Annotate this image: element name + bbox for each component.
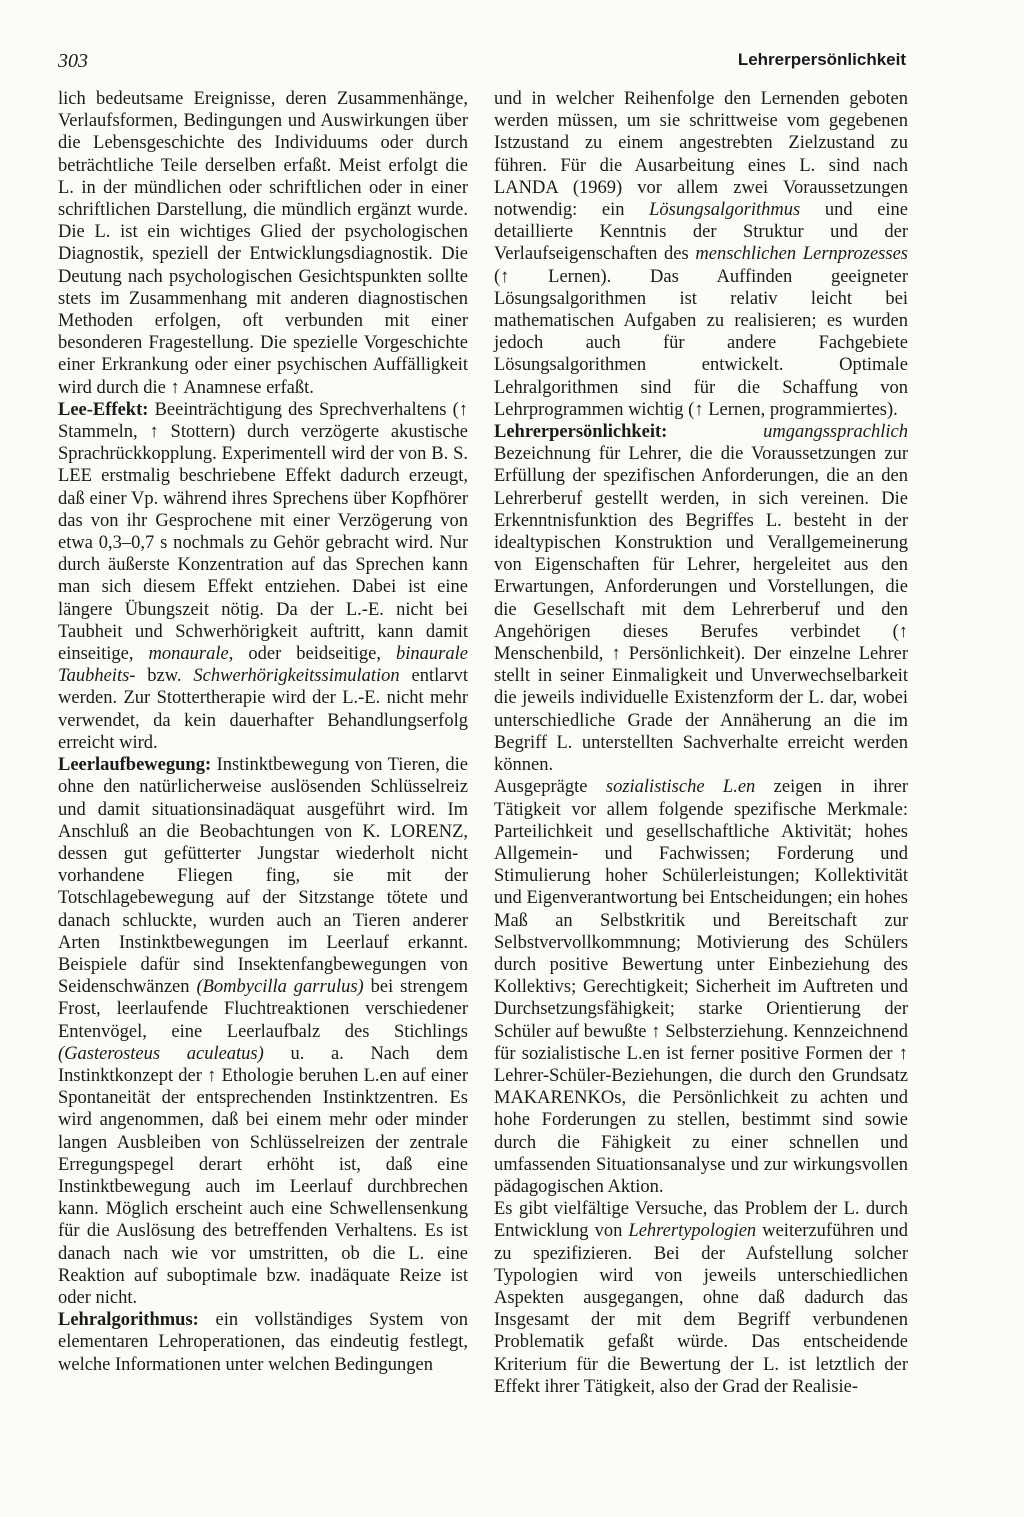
- lemma-lee-effekt: Lee-Effekt:: [58, 399, 149, 420]
- paragraph-text: und eine detaillierte Kenntnis der Struktur und der Verlaufseigenschaften des: [494, 200, 908, 265]
- page-header: [58, 50, 906, 80]
- italic-term: (Bombycilla garrulus): [196, 977, 364, 998]
- entry-text: Instinktbewegung von Tieren, die ohne den natürlicherweise auslösenden Schlüsselreiz und damit situationsinadäquat ausgeführt wird. Im Anschluß an die Beobachtungen von K. LORENZ, dessen gut gefütterter Jungstar wiederholt nicht vorhandene Fliegen fing, sie mit der Totschlagebewegung auf der Sitzstange tötete und danach schluckte, wurden auch an Tieren anderer Arten Instinktbewegungen im Leerlauf erkannt. Beispiele dafür sind Insektenfangbewegungen von Seidenschwänzen: [58, 755, 468, 998]
- paragraph-text: zeigen in ihrer Tätigkeit vor allem folgende spezifische Merkmale: Parteilichkeit und gesellschaftliche Aktivität; hohes Allgemein- und Fachwissen; Forderung und Stimulierung hoher Schülerleistungen; Kollektivität und Eigenverantwortung bei Entscheidungen; ein hohes Maß an Selbstkritik und Bereitschaft zur Selbstvervollkommnung; Motivierung des Schülers durch positive Bewertung unter Einbeziehung des Kollektivs; Gerechtigkeit; Sicherheit im Auftreten und Durchsetzungsfähigkeit; starke Orientierung der Schüler auf bewußte ↑ Selbsterziehung. Kennzeichnend für sozialistische L.en ist ferner positive Formen der ↑ Lehrer-Schüler-Beziehungen, die durch den Grundsatz MAKARENKOs, die Persönlichkeit zu achten und hohe Forderungen zu stellen, bestimmt sind sowie durch die Fähigkeit zu einer schnellen und umfassenden Situationsanalyse und zur wirkungsvollen pädagogischen Aktion.: [494, 777, 908, 1197]
- paragraph-text: und in welcher Reihenfolge den Lernenden geboten werden müssen, um sie schrittweise vom gegebenen Istzustand zu einem angestrebten Zielzustand zu führen. Für die Ausarbeitung eines L. sind nach LANDA (1969) vor allem zwei Voraussetzungen notwendig: ein: [494, 89, 908, 221]
- page-number: 303: [58, 50, 88, 72]
- running-head: Lehrerpersönlichkeit: [737, 50, 906, 69]
- italic-term: Lehrertypologien: [628, 1221, 757, 1242]
- entry-text: ein vollständiges System von elementaren Lehroperationen, das eindeutig festlegt, welche Informationen unter welchen Bedingungen: [58, 1310, 468, 1375]
- paragraph-continuation: [494, 88, 908, 421]
- italic-term: Lösungsalgorithmus: [649, 200, 801, 221]
- entry-text: entlarvt werden. Zur Stottertherapie wird der L.-E. nicht mehr verwendet, da kein dauerhafter Behandlungserfolg erreicht wird.: [58, 666, 468, 753]
- paragraph-text: lich bedeutsame Ereignisse, deren Zusammenhänge, Verlaufsformen, Bedingungen und Auswirkungen über die Lebensgeschichte des Individuums oder durch beträchtliche Teile derselben erfaßt. Meist erfolgt die L. in der mündlichen oder schriftlichen oder in einer schriftlichen Darstellung, die mündlich ergänzt wurde. Die L. ist ein wichtiges Glied der psychologischen Diagnostik, speziell der Entwicklungsdiagnostik. Die Deutung nach psychologischen Gesichtspunkten sollte stets im Zusammenhang mit anderen diagnostischen Methoden erfolgen, oft verbunden mit einer besonderen Fragestellung. Die spezielle Vorgeschichte einer Erkrankung oder einer psychischen Auffälligkeit wird durch die ↑ Anamnese erfaßt.: [58, 89, 468, 398]
- entry-text: Bezeichnung für Lehrer, die die Voraussetzungen zur Erfüllung der spezifischen Anforderungen, die an den Lehrerberuf gestellt werden, in sich vereinen. Die Erkenntnisfunktion des Begriffes L. besteht in der idealtypischen Konstruktion und Verallgemeinerung von Eigenschaften für Lehrer, hergeleitet aus den Erwartungen, Anforderungen und Vorstellungen, die die Gesellschaft mit dem Lehrerberuf und den Angehörigen dieses Berufes verbindet (↑ Menschenbild, ↑ Persönlichkeit). Der einzelne Lehrer stellt in seiner Einmaligkeit und Unverwechselbarkeit die jeweils individuelle Existenzform der L. dar, wobei unterschiedliche Grade der Annäherung an die im Begriff L. unterstellten Sachverhalte erreicht werden können.: [494, 444, 908, 776]
- paragraph: [494, 1198, 908, 1398]
- italic-term: sozialistische L.en: [605, 777, 756, 798]
- italic-term: menschlichen Lernprozesses: [695, 244, 908, 265]
- paragraph-text: (↑ Lernen). Das Auffinden geeigneter Lösungsalgorithmen ist relativ leicht bei mathematischen Aufgaben zu realisieren; es wurden jedoch auch für andere Fachgebiete Lösungsalgorithmen entwickelt. Optimale Lehralgorithmen sind für die Schaffung von Lehrprogrammen wichtig (↑ Lernen, programmiertes).: [494, 266, 908, 420]
- entry-text: bei strengem Frost, leerlaufende Fluchtreaktionen verschiedener Entenvögel, eine Leerlaufbalz des Stichlings: [58, 977, 468, 1042]
- right-column: [494, 88, 908, 1398]
- lemma-lehrerpersoenlichkeit: Lehrerpersönlichkeit:: [494, 422, 668, 443]
- entry-text: , oder beidseitige,: [228, 644, 397, 665]
- entry-leerlaufbewegung: [58, 754, 468, 1309]
- italic-term: Schwerhörigkeitssimulation: [193, 666, 400, 687]
- entry-lehralgorithmus: [58, 1309, 468, 1376]
- italic-term: umgangssprachlich: [667, 422, 908, 443]
- entry-text: u. a. Nach dem Instinktkonzept der ↑ Ethologie beruhen L.en auf einer Spontaneität der entsprechenden Instinktzentren. Es wird angenommen, daß bei einem mehr oder minder langen Ausbleiben von Schlüsselreizen der zentrale Erregungspegel derart erhöht ist, daß eine Instinktbewegung auch im Leerlauf durchbrechen kann. Möglich erscheint auch eine Schwellensenkung für die Auslösung des betreffenden Verhaltens. Es ist danach nach wie vor umstritten, ob die L. eine Reaktion auf suboptimale bzw. inadäquate Reize ist oder nicht.: [58, 1043, 468, 1308]
- paragraph-text: Es gibt vielfältige Versuche, das Problem der L. durch Entwicklung von: [494, 1199, 908, 1242]
- entry-lehrerpersoenlichkeit: [494, 421, 908, 776]
- entry-text: bzw.: [135, 666, 194, 687]
- paragraph-text: weiterzuführen und zu spezifizieren. Bei der Aufstellung solcher Typologien wird von jeweils unterschiedlichen Aspekten ausgegangen, ohne daß dadurch das Insgesamt der mit dem Begriff verbundenen Problematik gefaßt würde. Das entscheidende Kriterium für die Bewertung der L. ist letztlich der Effekt ihrer Tätigkeit, also der Grad der Realisie-: [494, 1221, 908, 1397]
- paragraph-continuation: [58, 88, 468, 399]
- lemma-lehralgorithmus: Lehralgorithmus:: [58, 1310, 199, 1331]
- paragraph-text: Ausgeprägte: [494, 777, 606, 798]
- italic-term: binaurale Taubheits-: [58, 644, 468, 687]
- paragraph: [494, 776, 908, 1198]
- lemma-leerlaufbewegung: Leerlaufbewegung:: [58, 755, 212, 776]
- entry-lee-effekt: [58, 399, 468, 754]
- italic-term: (Gasterosteus aculeatus): [58, 1043, 264, 1064]
- entry-text: Beeinträchtigung des Sprechverhaltens (↑ Stammeln, ↑ Stottern) durch verzögerte akustische Sprachrückkopplung. Experimentell wird der von B. S. LEE erstmalig beschriebene Effekt dadurch erzeugt, daß einer Vp. während ihres Sprechens über Kopfhörer das von ihr Gesprochene mit einer Verzögerung von etwa 0,3–0,7 s nochmals zu Gehör gebracht wird. Nur durch äußerste Konzentration auf das Sprechen kann man sich diesem Effekt entziehen. Dabei ist eine längere Übungszeit nötig. Da der L.-E. nicht bei Taubheit und Schwerhörigkeit auftritt, kann damit einseitige,: [58, 399, 468, 665]
- italic-term: monaurale: [148, 644, 229, 665]
- left-column: [58, 88, 468, 1376]
